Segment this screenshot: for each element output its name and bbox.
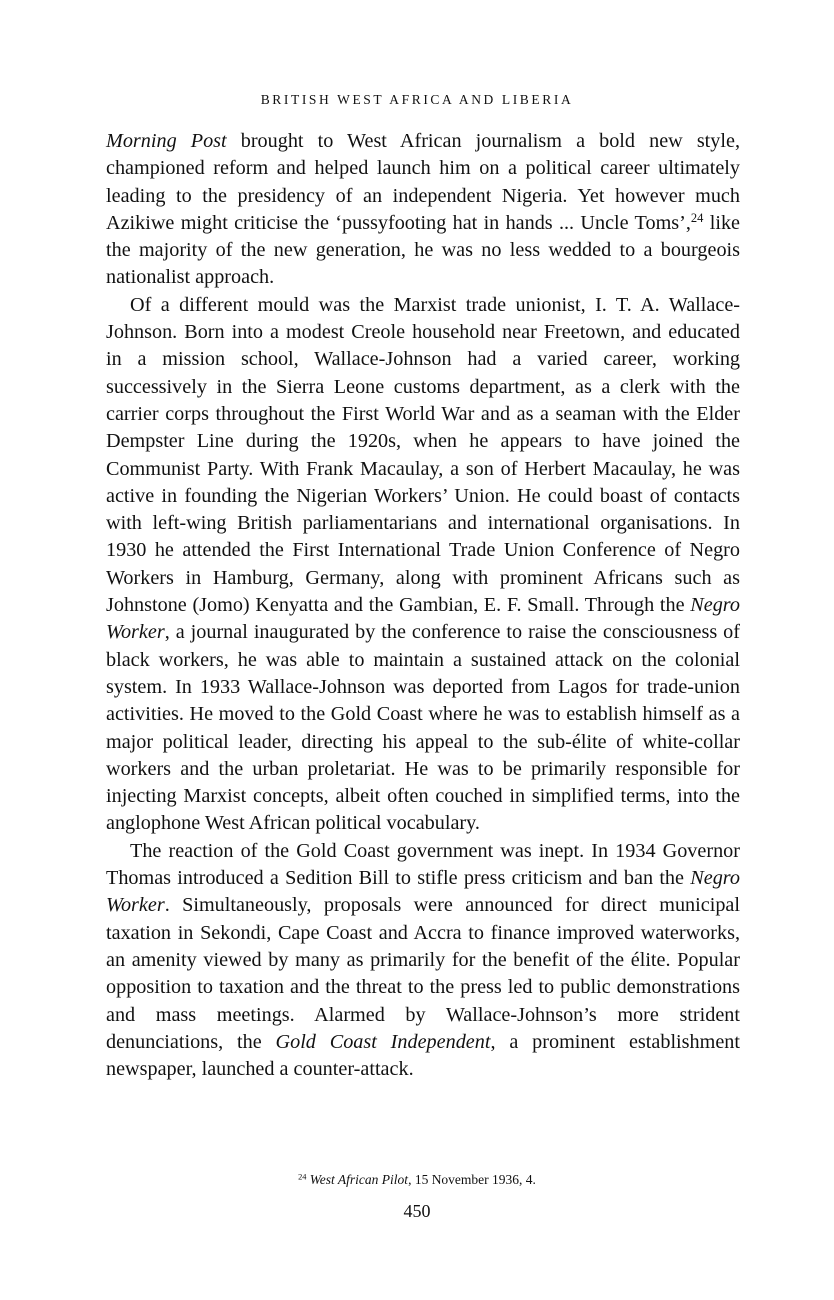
paragraph-2 xyxy=(106,292,740,838)
paragraph-text: like the majority of the new generation, he was no less wedded to a bourgeois nationalist approach. xyxy=(106,211,740,289)
italic-title: Gold Coast Independent xyxy=(275,1030,491,1053)
footnote-reference: 24 xyxy=(690,211,704,226)
footnote-text: , 15 November 1936, 4. xyxy=(408,1172,536,1187)
paragraph-text: . Simultaneously, proposals were announced for direct municipal taxation in Sekondi, Cape Coast and Accra to finance improved waterworks, an amenity viewed by many as primarily for the benefit of the élite. Popular opposition to taxation and the threat to the press led to public demonstrations and mass meetings. Alarmed by Wallace-Johnson’s more strident denunciations, the xyxy=(106,894,740,1053)
running-head: BRITISH WEST AFRICA AND LIBERIA xyxy=(260,92,574,107)
italic-title: Morning Post xyxy=(106,130,227,152)
footnote-source: West African Pilot xyxy=(309,1172,409,1187)
body-text xyxy=(106,128,740,1083)
paragraph-text: brought to West African journalism a bold new style, championed reform and helped launch him on a political career ultimately leading to the presidency of an independent Nigeria. Yet however much Azikiwe might criticise the ‘pussyfooting hat in hands ... Uncle Toms’, xyxy=(106,130,740,234)
paragraph-text: The reaction of the Gold Coast government was inept. In 1934 Governor Thomas introduced a Sedition Bill to stifle press criticism and ban the xyxy=(106,839,740,890)
paragraph-text: , a journal inaugurated by the conference to raise the consciousness of black workers, he was able to maintain a sustained attack on the colonial system. In 1933 Wallace-Johnson was deported from Lagos for trade-union activities. He moved to the Gold Coast where he was to establish himself as a major political leader, directing his appeal to the sub-élite of white-collar workers and the urban proletariat. He was to be primarily responsible for injecting Marxist concepts, albeit often couched in simplified terms, into the anglophone West African political vocabulary. xyxy=(106,621,740,835)
footnote xyxy=(0,1172,834,1188)
italic-title: Negro Worker xyxy=(106,867,740,917)
italic-title: Negro Worker xyxy=(106,594,740,644)
paragraph-3 xyxy=(106,838,740,1084)
footnote-number: 24 xyxy=(298,1172,307,1182)
page-number: 450 xyxy=(403,1201,431,1221)
paragraph-text: , a prominent establishment newspaper, launched a counter-attack. xyxy=(106,1030,740,1081)
paragraph-1 xyxy=(106,128,740,292)
paragraph-text: Of a different mould was the Marxist trade unionist, I. T. A. Wallace-Johnson. Born into a modest Creole household near Freetown, and educated in a mission school, Wallace-Johnson had a varied career, working successively in the Sierra Leone customs department, as a clerk with the carrier corps throughout the First World War and as a seaman with the Elder Dempster Line during the 1920s, when he appears to have joined the Communist Party. With Frank Macaulay, a son of Herbert Macaulay, he was active in founding the Nigerian Workers’ Union. He could boast of contacts with left-wing British parliamentarians and international organisations. In 1930 he attended the First International Trade Union Conference of Negro Workers in Hamburg, Germany, along with prominent Africans such as Johnstone (Jomo) Kenyatta and the Gambian, E. F. Small. Through the xyxy=(106,293,740,617)
